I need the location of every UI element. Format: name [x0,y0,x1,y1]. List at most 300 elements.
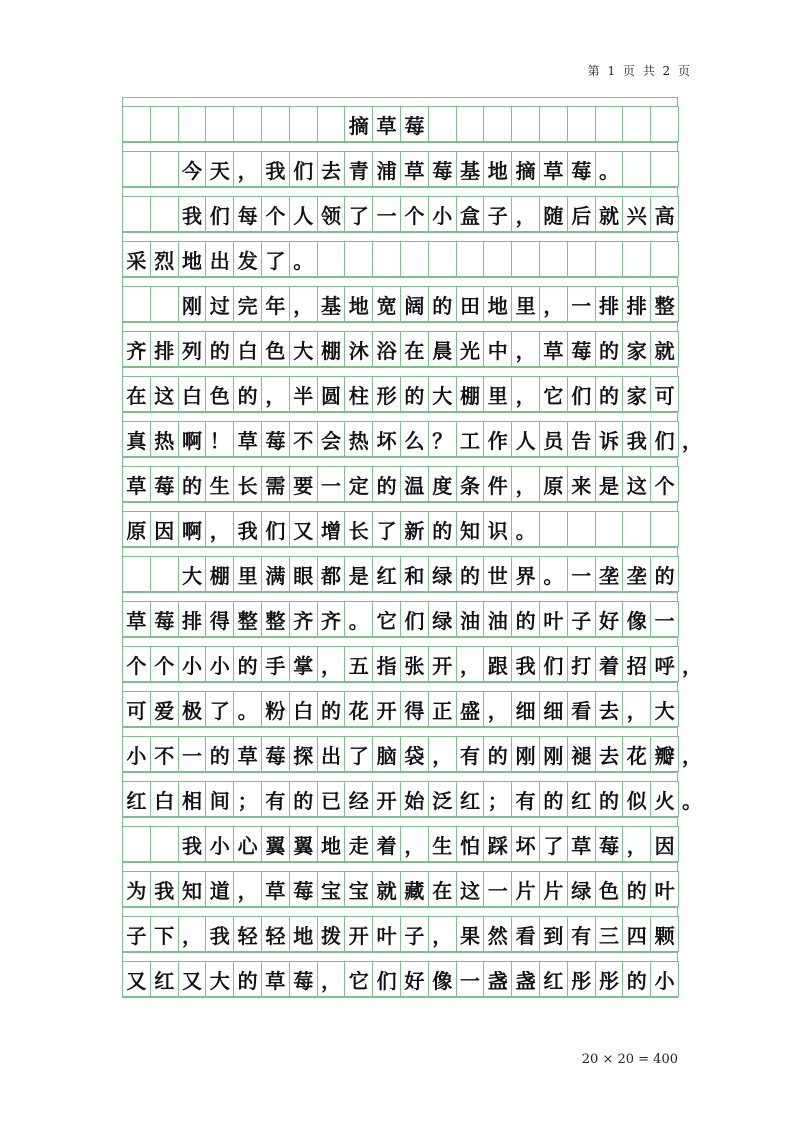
row-gap [122,322,678,331]
grid-row [122,106,678,142]
grid-cell: 排 [150,331,179,367]
grid-cell: 。 [289,241,318,277]
grid-cell: 藏 [400,871,429,907]
grid-cell: 个 [650,466,679,502]
grid-row [122,916,678,952]
grid-cell: 得 [400,691,429,727]
grid-cell: 四 [622,916,651,952]
grid-cell: 的 [233,646,262,682]
grid-cell: 脑 [372,736,401,772]
grid-cell: 小 [178,646,207,682]
grid-cell: 。 [233,691,262,727]
grid-cell: 细 [539,691,568,727]
grid-cell: 们 [289,151,318,187]
grid-cell: 我 [511,646,540,682]
grid-cell: 个 [122,646,151,682]
grid-cell: 是 [344,556,373,592]
grid-row [122,241,678,277]
grid-cell: 彤 [595,961,624,997]
grid-cell: 在 [428,871,457,907]
grid-cell: 我 [150,871,179,907]
grid-cell [317,106,346,142]
grid-cell: 招 [622,646,651,682]
grid-cell: 莓 [150,601,179,637]
grid-cell: 绿 [567,871,596,907]
row-gap [122,817,678,826]
grid-cell [511,241,540,277]
grid-cell: 袋 [400,736,429,772]
grid-cell: 的 [372,466,401,502]
grid-cell: 草 [400,151,429,187]
grid-cell [122,826,151,862]
grid-cell: ， [483,691,512,727]
grid-cell: 指 [372,646,401,682]
row-gap [122,547,678,556]
grid-cell: 草 [539,331,568,367]
grid-cell: 的 [595,331,624,367]
grid-cell: 彤 [567,961,596,997]
grid-cell: 叶 [372,916,401,952]
grid-cell: 手 [261,646,290,682]
grid-cell: ， [205,511,234,547]
row-gap [122,592,678,601]
grid-cell: 垄 [595,556,624,592]
row-gap [122,412,678,421]
grid-cell: ， [428,916,457,952]
grid-cell: 定 [344,466,373,502]
grid-cell: 的 [205,331,234,367]
grid-cell: 条 [456,466,485,502]
grid-cell: 地 [178,241,207,277]
grid-cell: 我 [261,151,290,187]
grid-cell: 然 [483,916,512,952]
row-gap [122,142,678,151]
grid-cell: 草 [122,466,151,502]
grid-cell: 草 [372,106,401,142]
grid-cell: 完 [233,286,262,322]
grid-cell: 宝 [317,871,346,907]
grid-cell: 就 [595,196,624,232]
grid-row [122,466,678,502]
grid-cell: 莓 [428,151,457,187]
grid-cell: 一 [567,556,596,592]
grid-row [122,421,702,457]
grid-cell: 地 [317,826,346,862]
grid-cell: 色 [205,376,234,412]
grid-cell: 过 [205,286,234,322]
grid-cell [372,241,401,277]
grid-cell: 我 [178,826,207,862]
grid-cell: 真 [122,421,151,457]
grid-cell: 粉 [261,691,290,727]
grid-cell: ， [428,736,457,772]
grid-cell: 有 [456,736,485,772]
grid-cell [150,151,179,187]
grid-cell: 光 [456,331,485,367]
grid-cell: 员 [539,421,568,457]
grid-cell: 刚 [178,286,207,322]
grid-cell: 摘 [344,106,373,142]
grid-cell: 的 [511,601,540,637]
grid-cell: 地 [483,286,512,322]
row-gap [122,457,678,466]
grid-cell [567,241,596,277]
row-gap [122,727,678,736]
grid-cell: 棚 [317,331,346,367]
grid-cell: 掌 [289,646,318,682]
grid-cell: 不 [289,421,318,457]
grid-cell: 莓 [150,466,179,502]
grid-cell: 。 [595,151,624,187]
grid-cell: 我 [178,196,207,232]
grid-cell: 的 [317,691,346,727]
grid-cell: 摘 [511,151,540,187]
grid-cell: 作 [483,421,512,457]
grid-cell: 张 [400,646,429,682]
grid-cell: 绿 [428,601,457,637]
grid-cell: 地 [289,916,318,952]
grid-cell: 又 [178,961,207,997]
grid-cell: 圆 [317,376,346,412]
grid-cell: 白 [233,331,262,367]
grid-cell: 有 [261,781,290,817]
grid-cell: ； [483,781,512,817]
grid-cell: 形 [372,376,401,412]
grid-cell: 心 [233,826,262,862]
grid-cell: 里 [483,376,512,412]
grid-cell: 啊 [178,511,207,547]
grid-row [122,286,678,322]
grid-cell: 家 [622,331,651,367]
grid-cell: 着 [595,646,624,682]
overflow-punctuation: ， [682,743,702,768]
grid-bottom-border [122,997,678,998]
grid-cell [622,241,651,277]
grid-cell: 像 [428,961,457,997]
grid-cell: 识 [483,511,512,547]
grid-cell: 它 [539,376,568,412]
grid-cell: 草 [233,736,262,772]
grid-cell: 宽 [372,286,401,322]
grid-cell: 垄 [622,556,651,592]
grid-cell [539,241,568,277]
grid-cell: 开 [372,781,401,817]
grid-cell: 好 [595,601,624,637]
grid-cell: 翼 [289,826,318,862]
grid-row [122,736,702,772]
grid-cell: 轻 [261,916,290,952]
grid-cell: 莓 [400,106,429,142]
row-gap [122,862,678,871]
grid-cell: 整 [261,601,290,637]
grid-cell: 一 [567,286,596,322]
grid-cell: ， [317,646,346,682]
grid-cell [511,106,540,142]
grid-cell: ， [233,871,262,907]
grid-cell: 诉 [595,421,624,457]
grid-cell: 莓 [289,961,318,997]
grid-cell: 和 [400,556,429,592]
grid-row [122,826,678,862]
grid-cell: 瓣 [650,736,679,772]
grid-cell: 一 [178,736,207,772]
grid-cell: 的 [400,376,429,412]
grid-cell [150,106,179,142]
grid-cell: 棚 [205,556,234,592]
grid-cell: 为 [122,871,151,907]
grid-row [122,961,678,997]
grid-cell [650,151,679,187]
grid-cell: 里 [511,286,540,322]
grid-cell [122,196,151,232]
row-gap [122,97,678,106]
grid-cell: 件 [483,466,512,502]
grid-cell: 棚 [456,376,485,412]
grid-cell: 褪 [567,736,596,772]
grid-row [122,331,678,367]
grid-cell: 年 [261,286,290,322]
grid-cell: 红 [567,781,596,817]
grid-cell: 我 [622,421,651,457]
grid-cell: 花 [344,691,373,727]
grid-cell: 坏 [372,421,401,457]
grid-cell [567,511,596,547]
grid-cell: 似 [622,781,651,817]
grid-cell: 盏 [483,961,512,997]
grid-cell: 探 [289,736,318,772]
grid-cell: ， [622,691,651,727]
grid-cell: 的 [428,286,457,322]
grid-cell: 后 [567,196,596,232]
row-gap [122,187,678,196]
grid-cell [622,106,651,142]
grid-cell: ！ [205,421,234,457]
grid-cell: 基 [317,286,346,322]
grid-cell: ， [511,196,540,232]
grid-cell: 高 [650,196,679,232]
grid-cell: 。 [511,511,540,547]
grid-cell: 们 [400,601,429,637]
grid-cell: 会 [317,421,346,457]
grid-cell: 莓 [261,736,290,772]
row-gap [122,502,678,511]
grid-cell: 三 [595,916,624,952]
grid-cell: ， [622,826,651,862]
grid-cell: 正 [428,691,457,727]
grid-cell: 莓 [567,331,596,367]
grid-cell: 的 [650,556,679,592]
grid-cell: 它 [344,961,373,997]
grid-cell: 们 [205,196,234,232]
grid-cell: 泛 [428,781,457,817]
grid-cell: 小 [428,196,457,232]
grid-cell: 们 [567,376,596,412]
grid-cell [205,106,234,142]
grid-cell: 在 [400,331,429,367]
grid-cell: 大 [289,331,318,367]
grid-cell: 拨 [317,916,346,952]
grid-cell: 油 [456,601,485,637]
grid-cell: 晨 [428,331,457,367]
grid-cell: 是 [595,466,624,502]
grid-cell: 了 [261,241,290,277]
grid-cell: 啊 [178,421,207,457]
grid-cell: 基 [456,151,485,187]
grid-cell: 可 [122,691,151,727]
grid-row [122,646,702,682]
grid-cell: 我 [233,511,262,547]
grid-cell [150,196,179,232]
grid-row [122,871,678,907]
grid-cell: 整 [233,601,262,637]
overflow-punctuation: ， [682,428,702,453]
grid-cell: 的 [622,961,651,997]
grid-cell: 莓 [261,421,290,457]
grid-cell [150,826,179,862]
grid-cell: 已 [317,781,346,817]
grid-cell: 间 [205,781,234,817]
grid-cell: 红 [122,781,151,817]
grid-cell: 。 [344,601,373,637]
grid-cell: 浴 [372,331,401,367]
grid-cell: 生 [428,826,457,862]
grid-cell [456,241,485,277]
grid-cell [539,511,568,547]
grid-cell: 可 [650,376,679,412]
grid-cell: 去 [317,151,346,187]
grid-cell: ， [261,376,290,412]
grid-cell: 火 [650,781,679,817]
grid-cell: 原 [539,466,568,502]
grid-cell: 阔 [400,286,429,322]
grid-cell: 原 [122,511,151,547]
grid-cell [428,241,457,277]
grid-cell [150,556,179,592]
grid-cell: 每 [233,196,262,232]
grid-cell: 地 [483,151,512,187]
grid-cell: 果 [456,916,485,952]
grid-cell: 红 [150,961,179,997]
grid-cell: 红 [539,961,568,997]
grid-cell: 个 [150,646,179,682]
grid-cell: 的 [483,736,512,772]
grid-cell [650,241,679,277]
grid-cell [622,151,651,187]
grid-cell: 着 [372,826,401,862]
grid-cell: 的 [178,466,207,502]
grid-cell: 红 [456,781,485,817]
grid-cell: 跟 [483,646,512,682]
grid-cell: 田 [456,286,485,322]
grid-cell: 草 [567,826,596,862]
grid-cell: 么 [400,421,429,457]
grid-cell: 采 [122,241,151,277]
grid-cell: 齐 [289,601,318,637]
grid-cell: 子 [400,916,429,952]
grid-cell: 满 [261,556,290,592]
grid-cell: 有 [511,781,540,817]
grid-cell: 一 [456,961,485,997]
grid-cell: 草 [233,421,262,457]
row-gap [122,637,678,646]
grid-cell [233,106,262,142]
grid-cell: 到 [539,916,568,952]
grid-cell: 地 [344,286,373,322]
grid-row [122,196,678,232]
grid-row [122,781,702,817]
grid-cell [261,106,290,142]
grid-cell: 踩 [483,826,512,862]
grid-cell [289,106,318,142]
grid-cell: 草 [261,871,290,907]
grid-cell [456,106,485,142]
grid-cell: 沐 [344,331,373,367]
grid-cell: 整 [650,286,679,322]
row-gap [122,682,678,691]
grid-cell: 色 [595,871,624,907]
grid-cell [122,106,151,142]
row-gap [122,907,678,916]
grid-cell: 轻 [233,916,262,952]
grid-cell: 宝 [344,871,373,907]
grid-cell: 大 [650,691,679,727]
grid-cell: 家 [622,376,651,412]
grid-cell: 眼 [289,556,318,592]
row-gap [122,952,678,961]
grid-cell: 排 [622,286,651,322]
grid-cell: 翼 [261,826,290,862]
grid-cell: 了 [205,691,234,727]
grid-cell: 在 [122,376,151,412]
grid-cell: ， [456,646,485,682]
grid-cell: 因 [650,826,679,862]
grid-cell [483,241,512,277]
grid-cell: 的 [456,556,485,592]
grid-cell: 知 [178,871,207,907]
grid-cell: 颗 [650,916,679,952]
page-number: 第 1 页 共 2 页 [587,64,692,78]
grid-cell: 的 [233,961,262,997]
grid-cell [178,106,207,142]
overflow-punctuation: 。 [682,788,702,813]
grid-cell: ， [511,376,540,412]
grid-cell: 草 [539,151,568,187]
grid-cell: 中 [483,331,512,367]
grid-cell: 经 [344,781,373,817]
grid-cell: 浦 [372,151,401,187]
grid-cell: ， [233,151,262,187]
grid-cell: 的 [595,781,624,817]
grid-cell: 走 [344,826,373,862]
grid-cell: 这 [622,466,651,502]
grid-row [122,376,678,412]
grid-cell: ， [317,961,346,997]
grid-cell: 随 [539,196,568,232]
grid-cell: 小 [122,736,151,772]
grid-cell: 白 [150,781,179,817]
grid-cell: 界 [511,556,540,592]
grid-cell: 温 [400,466,429,502]
grid-cell: 的 [539,781,568,817]
grid-cell: ， [400,826,429,862]
grid-cell: 出 [317,736,346,772]
grid-cell: 长 [233,466,262,502]
grid-cell: 大 [205,961,234,997]
grid-cell: 叶 [650,871,679,907]
grid-cell: 子 [122,916,151,952]
grid-cell: 们 [372,961,401,997]
grid-cell: 个 [400,196,429,232]
